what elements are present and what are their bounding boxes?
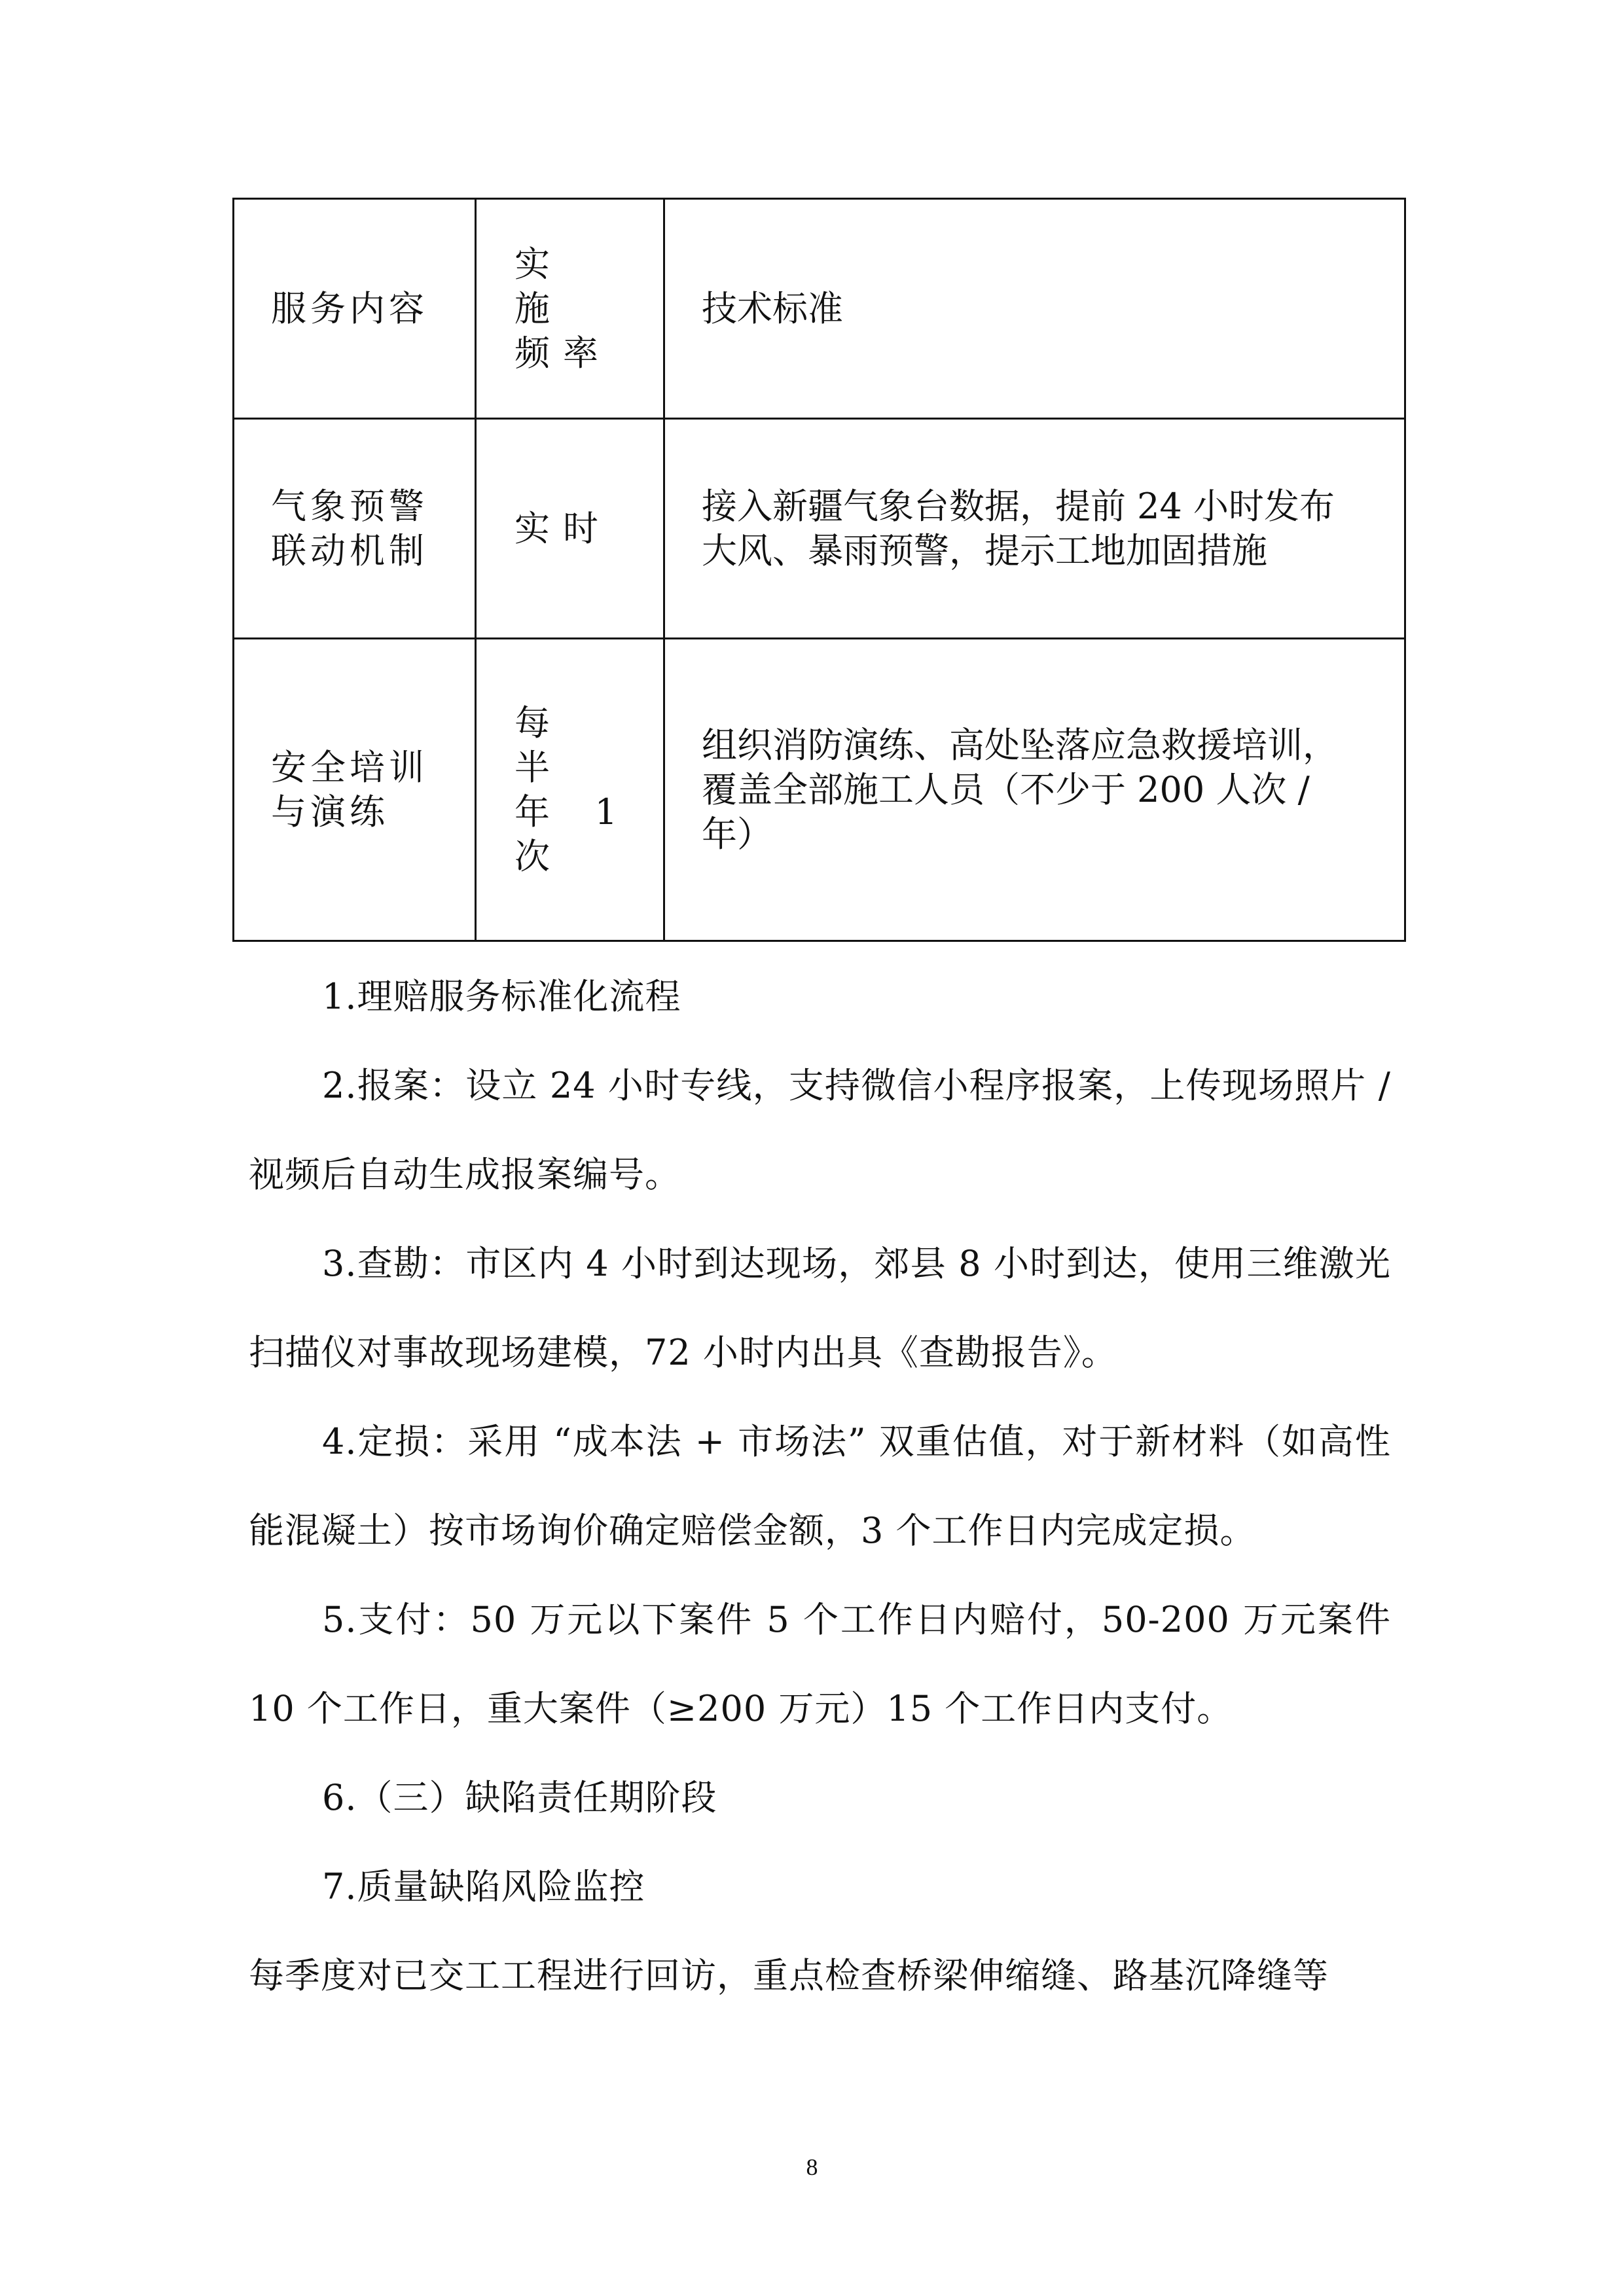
paragraph-quality-monitoring-heading: 7.质量缺陷风险监控 bbox=[322, 1866, 645, 1907]
table-row bbox=[234, 639, 1405, 941]
paragraph-quarterly-visit: 每季度对已交工工程进行回访，重点检查桥梁伸缩缝、路基沉降缝等 bbox=[249, 1955, 1329, 1996]
cell-frequency: 实时 bbox=[476, 419, 664, 639]
cell-standard: 接入新疆气象台数据，提前 24 小时发布大风、暴雨预警，提示工地加固措施 bbox=[664, 419, 1405, 639]
paragraph-loss-assessment: 4.定损：采用 “成本法 + 市场法” 双重估值，对于新材料（如高性能混凝土）按市场询价确定赔偿金额，3 个工作日内完成定损。 bbox=[249, 1421, 1391, 1551]
cell-service: 气象预警联动机制 bbox=[234, 419, 476, 639]
body-text bbox=[249, 952, 1391, 2020]
table-row bbox=[234, 419, 1405, 639]
paragraph-report: 2.报案：设立 24 小时专线，支持微信小程序报案，上传现场照片 / 视频后自动生成报案编号。 bbox=[249, 1065, 1391, 1195]
paragraph-claims-process-heading: 1.理赔服务标准化流程 bbox=[322, 976, 681, 1017]
table-header-row bbox=[234, 199, 1405, 419]
cell-service: 安全培训与演练 bbox=[234, 639, 476, 941]
page-number: 8 bbox=[806, 2154, 818, 2180]
cell-standard: 组织消防演练、高处坠落应急救援培训，覆盖全部施工人员（不少于 200 人次 / 年） bbox=[664, 639, 1405, 941]
cell-frequency: 每 半 年 1 次 bbox=[476, 639, 664, 941]
header-technical-standard: 技术标准 bbox=[664, 199, 1405, 419]
paragraph-defect-liability-heading: 6.（三）缺陷责任期阶段 bbox=[322, 1777, 717, 1818]
header-frequency: 实 施 频率 bbox=[476, 199, 664, 419]
header-service-content: 服务内容 bbox=[234, 199, 476, 419]
paragraph-survey: 3.查勘：市区内 4 小时到达现场，郊县 8 小时到达，使用三维激光扫描仪对事故现场建模，72 小时内出具《查勘报告》。 bbox=[249, 1243, 1391, 1373]
paragraph-payment: 5.支付：50 万元以下案件 5 个工作日内赔付，50-200 万元案件 10 个工作日，重大案件（≥200 万元）15 个工作日内支付。 bbox=[249, 1599, 1391, 1729]
service-standards-table bbox=[232, 198, 1406, 942]
